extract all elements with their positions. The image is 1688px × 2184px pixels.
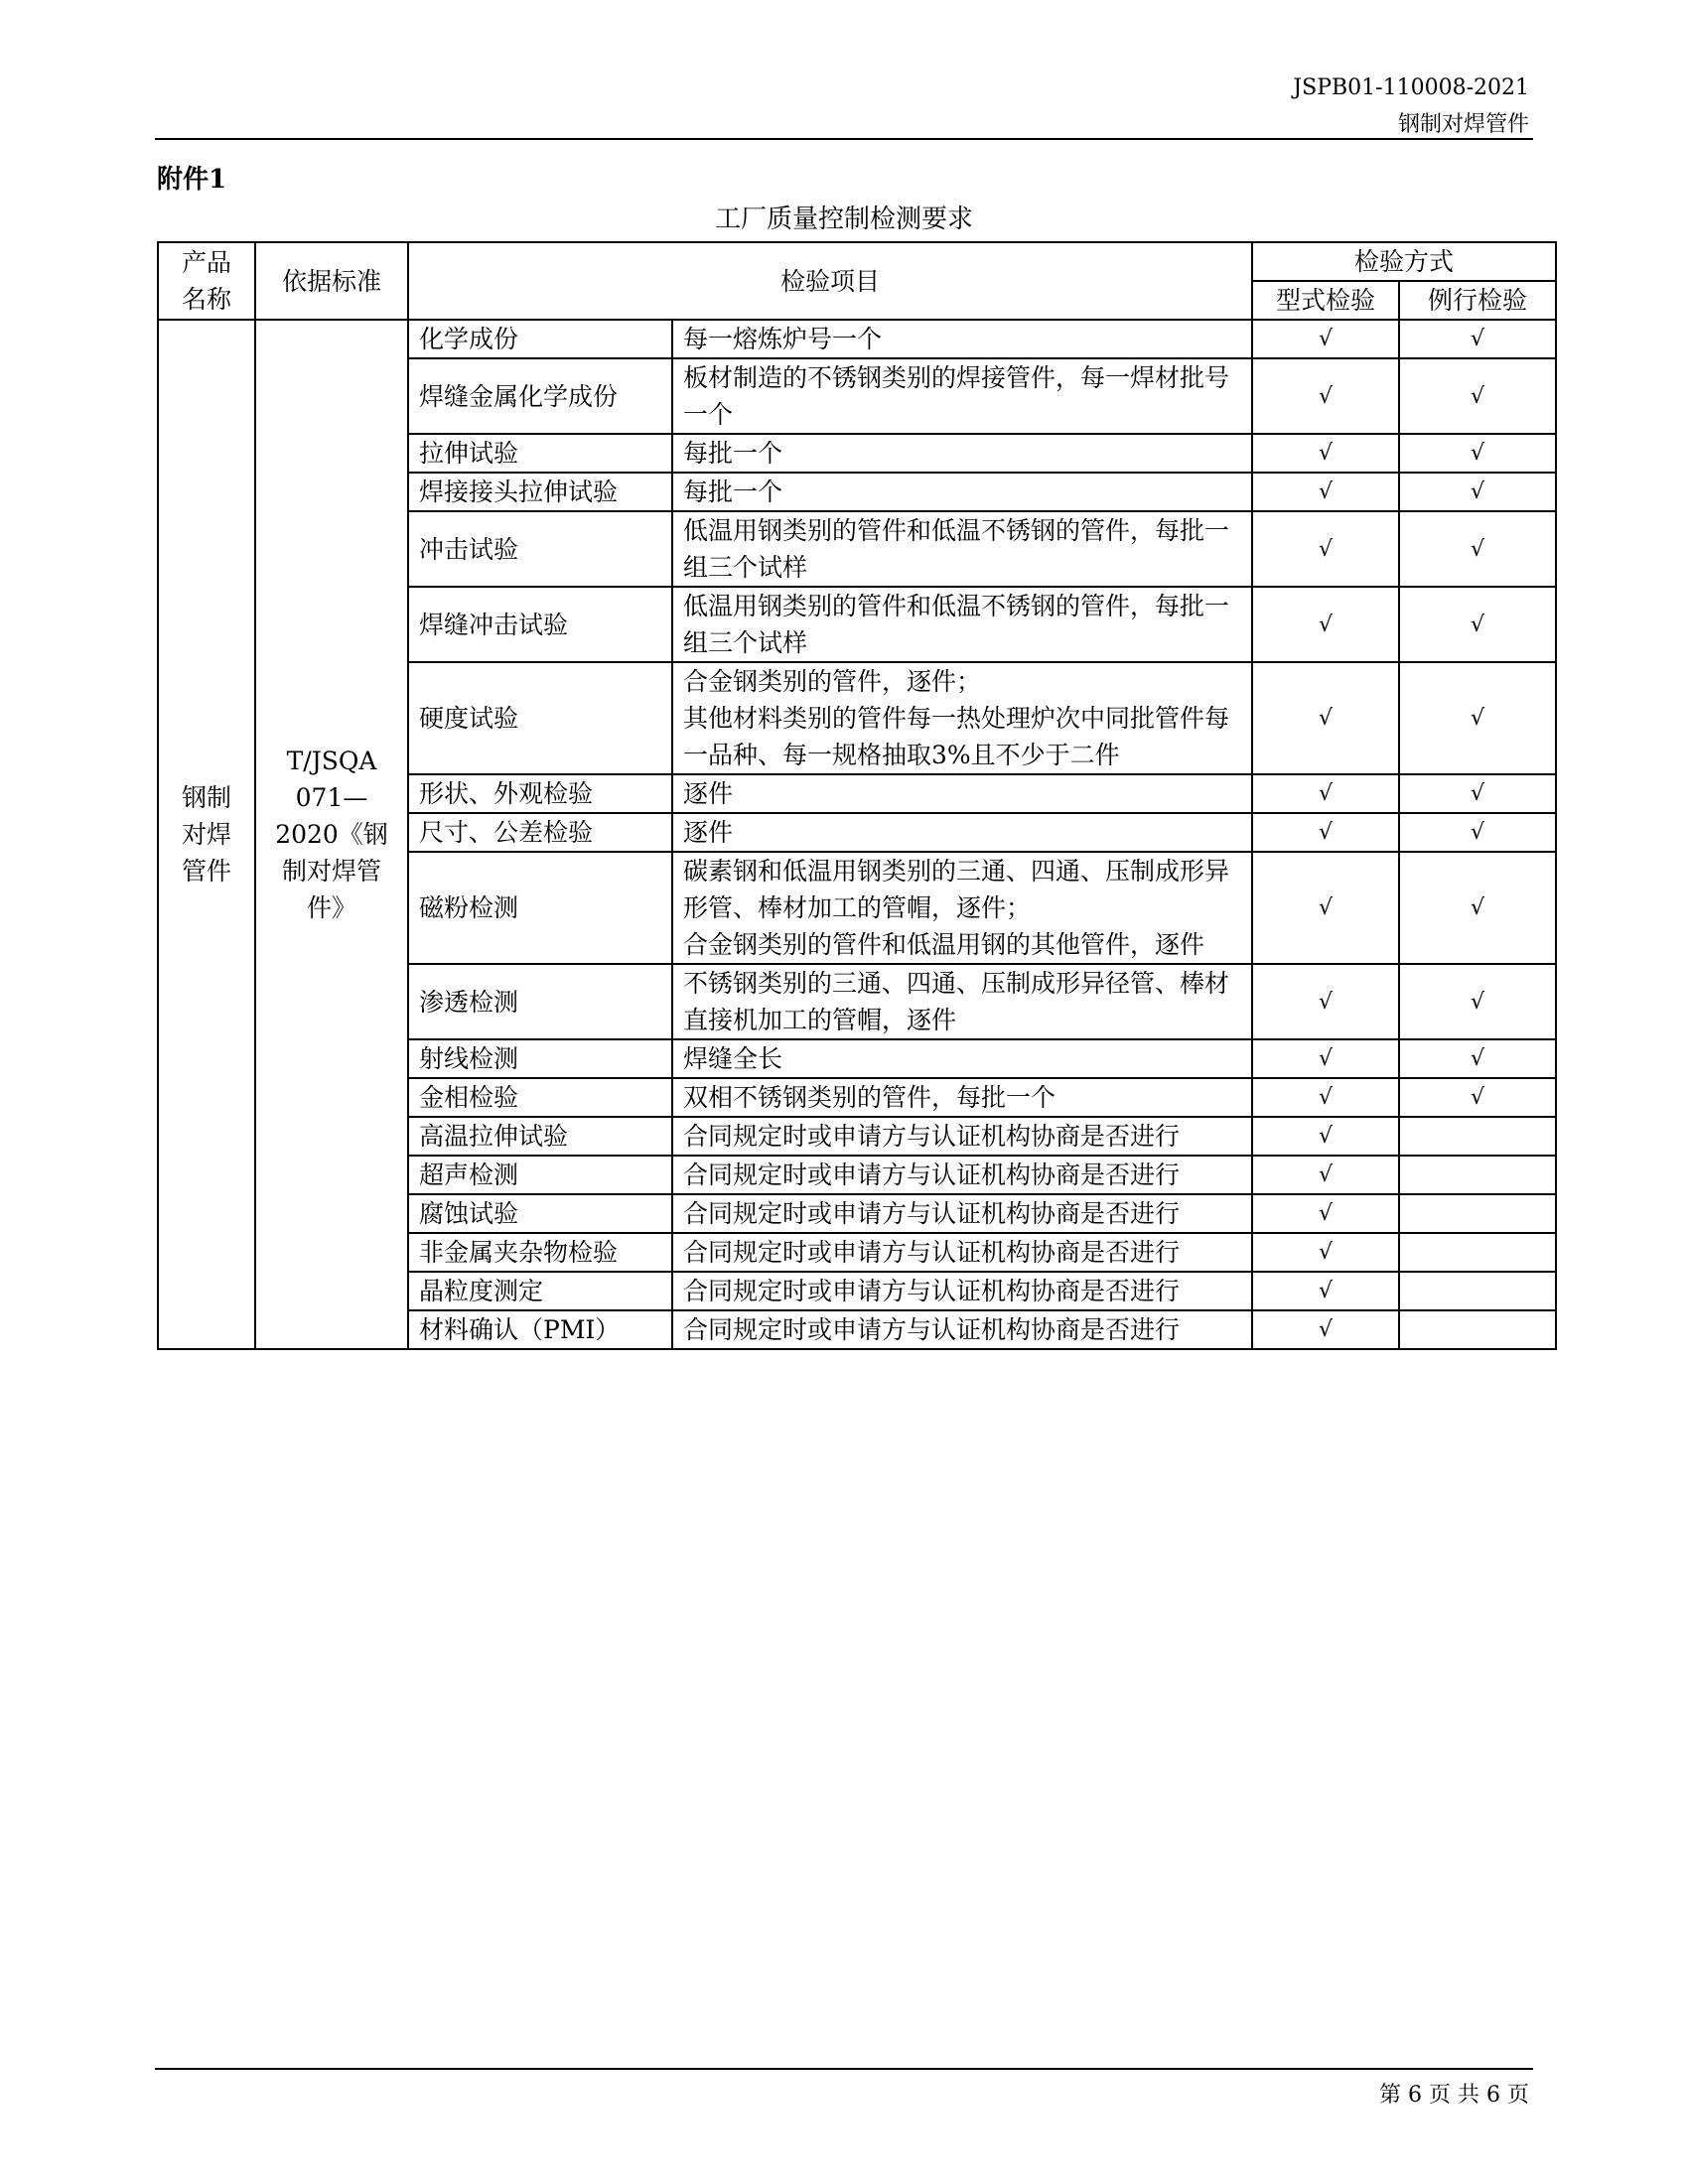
type-test-check: √ <box>1252 473 1399 511</box>
type-test-check: √ <box>1252 964 1399 1039</box>
type-test-check: √ <box>1252 587 1399 662</box>
inspection-desc-cell: 每批一个 <box>672 434 1252 473</box>
type-test-check: √ <box>1252 1272 1399 1310</box>
inspection-desc-cell: 每批一个 <box>672 473 1252 511</box>
header-divider <box>155 138 1533 140</box>
type-test-check: √ <box>1252 320 1399 358</box>
inspection-item-cell: 硬度试验 <box>408 662 672 774</box>
type-test-check: √ <box>1252 852 1399 964</box>
type-test-check: √ <box>1252 1156 1399 1194</box>
inspection-desc-cell: 合同规定时或申请方与认证机构协商是否进行 <box>672 1156 1252 1194</box>
type-test-check: √ <box>1252 662 1399 774</box>
type-test-check: √ <box>1252 1194 1399 1233</box>
type-test-check: √ <box>1252 1233 1399 1272</box>
document-title: 工厂质量控制检测要求 <box>714 205 973 234</box>
inspection-desc-cell: 碳素钢和低温用钢类别的三通、四通、压制成形异形管、棒材加工的管帽，逐件； 合金钢类别的管件和低温用钢的其他管件，逐件 <box>672 852 1252 964</box>
routine-test-check <box>1399 1156 1556 1194</box>
attachment-label: 附件1 <box>157 165 227 195</box>
routine-test-check: √ <box>1399 813 1556 852</box>
routine-test-check: √ <box>1399 662 1556 774</box>
product-name-cell: 钢制 对焊 管件 <box>158 320 255 1349</box>
inspection-desc-cell: 低温用钢类别的管件和低温不锈钢的管件，每批一组三个试样 <box>672 511 1252 587</box>
inspection-item-cell: 金相检验 <box>408 1078 672 1117</box>
routine-test-check: √ <box>1399 1039 1556 1078</box>
inspection-desc-cell: 不锈钢类别的三通、四通、压制成形异径管、棒材直接机加工的管帽，逐件 <box>672 964 1252 1039</box>
routine-test-check: √ <box>1399 964 1556 1039</box>
inspection-desc-cell: 合同规定时或申请方与认证机构协商是否进行 <box>672 1310 1252 1349</box>
type-test-check: √ <box>1252 1078 1399 1117</box>
inspection-item-cell: 腐蚀试验 <box>408 1194 672 1233</box>
inspection-desc-cell: 焊缝全长 <box>672 1039 1252 1078</box>
inspection-desc-cell: 低温用钢类别的管件和低温不锈钢的管件，每批一组三个试样 <box>672 587 1252 662</box>
routine-test-check: √ <box>1399 587 1556 662</box>
inspection-desc-cell: 逐件 <box>672 813 1252 852</box>
routine-test-check: √ <box>1399 320 1556 358</box>
type-test-check: √ <box>1252 511 1399 587</box>
table-row <box>158 320 1556 358</box>
header-routine-test: 例行检验 <box>1399 281 1556 320</box>
type-test-check: √ <box>1252 1039 1399 1078</box>
inspection-item-cell: 焊缝冲击试验 <box>408 587 672 662</box>
routine-test-check: √ <box>1399 852 1556 964</box>
inspection-item-cell: 晶粒度测定 <box>408 1272 672 1310</box>
routine-test-check <box>1399 1272 1556 1310</box>
table-header-row <box>158 242 1556 281</box>
inspection-item-cell: 拉伸试验 <box>408 434 672 473</box>
type-test-check: √ <box>1252 813 1399 852</box>
routine-test-check <box>1399 1310 1556 1349</box>
standard-cell: T/JSQA 071— 2020《钢 制对焊管 件》 <box>255 320 408 1349</box>
type-test-check: √ <box>1252 434 1399 473</box>
routine-test-check <box>1399 1233 1556 1272</box>
header-title: 钢制对焊管件 <box>1397 112 1529 137</box>
inspection-desc-cell: 合同规定时或申请方与认证机构协商是否进行 <box>672 1117 1252 1156</box>
type-test-check: √ <box>1252 1117 1399 1156</box>
inspection-item-cell: 形状、外观检验 <box>408 774 672 813</box>
type-test-check: √ <box>1252 774 1399 813</box>
inspection-item-cell: 尺寸、公差检验 <box>408 813 672 852</box>
routine-test-check <box>1399 1117 1556 1156</box>
inspection-item-cell: 磁粉检测 <box>408 852 672 964</box>
table-body <box>158 320 1556 1349</box>
type-test-check: √ <box>1252 358 1399 434</box>
routine-test-check: √ <box>1399 434 1556 473</box>
footer-divider <box>155 2068 1533 2070</box>
routine-test-check: √ <box>1399 473 1556 511</box>
inspection-item-cell: 焊缝金属化学成份 <box>408 358 672 434</box>
inspection-item-cell: 高温拉伸试验 <box>408 1117 672 1156</box>
inspection-desc-cell: 合同规定时或申请方与认证机构协商是否进行 <box>672 1272 1252 1310</box>
header-type-test: 型式检验 <box>1252 281 1399 320</box>
inspection-desc-cell: 逐件 <box>672 774 1252 813</box>
inspection-item-cell: 超声检测 <box>408 1156 672 1194</box>
routine-test-check: √ <box>1399 1078 1556 1117</box>
inspection-desc-cell: 双相不锈钢类别的管件，每批一个 <box>672 1078 1252 1117</box>
routine-test-check: √ <box>1399 358 1556 434</box>
inspection-item-cell: 材料确认（PMI） <box>408 1310 672 1349</box>
type-test-check: √ <box>1252 1310 1399 1349</box>
inspection-item-cell: 射线检测 <box>408 1039 672 1078</box>
routine-test-check <box>1399 1194 1556 1233</box>
header-inspection-item: 检验项目 <box>408 242 1252 320</box>
page-number: 第 6 页 共 6 页 <box>1379 2083 1529 2108</box>
document-code: JSPB01-110008-2021 <box>1293 75 1529 100</box>
inspection-item-cell: 非金属夹杂物检验 <box>408 1233 672 1272</box>
inspection-desc-cell: 板材制造的不锈钢类别的焊接管件，每一焊材批号一个 <box>672 358 1252 434</box>
header-inspection-method: 检验方式 <box>1252 242 1556 281</box>
inspection-item-cell: 化学成份 <box>408 320 672 358</box>
inspection-desc-cell: 每一熔炼炉号一个 <box>672 320 1252 358</box>
routine-test-check: √ <box>1399 511 1556 587</box>
inspection-desc-cell: 合同规定时或申请方与认证机构协商是否进行 <box>672 1194 1252 1233</box>
inspection-item-cell: 渗透检测 <box>408 964 672 1039</box>
inspection-desc-cell: 合同规定时或申请方与认证机构协商是否进行 <box>672 1233 1252 1272</box>
inspection-item-cell: 冲击试验 <box>408 511 672 587</box>
header-product-name: 产品 名称 <box>158 242 255 320</box>
inspection-item-cell: 焊接接头拉伸试验 <box>408 473 672 511</box>
inspection-requirements-table <box>157 241 1557 1350</box>
header-standard: 依据标准 <box>255 242 408 320</box>
routine-test-check: √ <box>1399 774 1556 813</box>
inspection-desc-cell: 合金钢类别的管件，逐件； 其他材料类别的管件每一热处理炉次中同批管件每一品种、每一规格抽取3%且不少于二件 <box>672 662 1252 774</box>
